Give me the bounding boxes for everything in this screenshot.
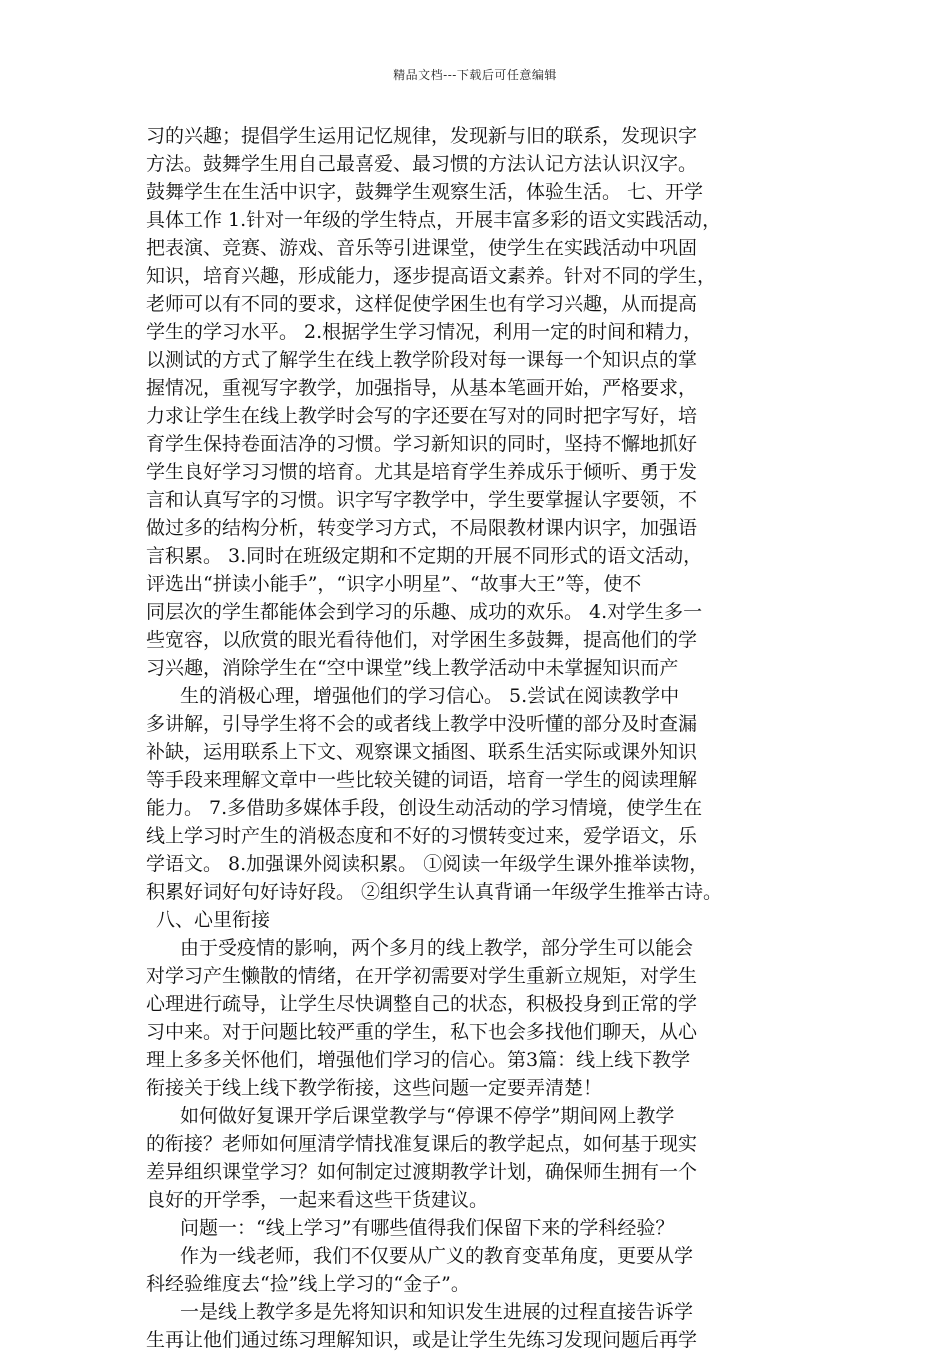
text-line: 对学习产生懒散的情绪，在开学初需要对学生重新立规矩，对学生 [146,965,698,987]
text-line: 学语文。 8.加强课外阅读积累。 ①阅读一年级学生课外推举读物， [146,853,709,875]
text-line: 线上学习时产生的消极态度和不好的习惯转变过来，爱学语文，乐 [146,825,698,847]
text-line: 能力。 7.多借助多媒体手段，创设生动活动的学习情境，使学生在 [146,797,703,819]
text-line: 学生良好学习习惯的培育。尤其是培育学生养成乐于倾听、勇于发 [146,461,698,483]
text-line: 言和认真写字的习惯。识字写字教学中，学生要掌握认字要领，不 [146,489,698,511]
section-heading: 八、心里衔接 [156,909,271,931]
text-line: 把表演、竞赛、游戏、音乐等引进课堂，使学生在实践活动中巩固 [146,237,698,259]
text-line: 习的兴趣；提倡学生运用记忆规律，发现新与旧的联系，发现识字 [146,125,698,147]
text-line: 由于受疫情的影响，两个多月的线上教学，部分学生可以能会 [180,937,694,959]
text-line: 补缺，运用联系上下文、观察课文插图、联系生活实际或课外知识 [146,741,698,763]
text-line: 的衔接？老师如何厘清学情找准复课后的教学起点，如何基于现实 [146,1133,698,1155]
text-line: 问题一：“线上学习”有哪些值得我们保留下来的学科经验？ [180,1217,675,1239]
text-line: 力求让学生在线上教学时会写的字还要在写对的同时把字写好，培 [146,405,698,427]
text-line: 理上多多关怀他们，增强他们学习的信心。第3篇：线上线下教学 [146,1049,691,1071]
text-line: 方法。鼓舞学生用自己最喜爱、最习惯的方法认记方法认识汉字。 [146,153,698,175]
text-line: 育学生保持卷面洁净的习惯。学习新知识的同时，坚持不懈地抓好 [146,433,698,455]
text-line: 如何做好复课开学后课堂教学与“停课不停学”期间网上教学 [180,1105,675,1127]
text-line: 科经验维度去“捡”线上学习的“金子”。 [146,1273,470,1295]
text-line: 以测试的方式了解学生在线上教学阶段对每一课每一个知识点的掌 [146,349,698,371]
text-line: 言积累。 3.同时在班级定期和不定期的开展不同形式的语文活动， [146,545,703,567]
text-line: 具体工作 1.针对一年级的学生特点，开展丰富多彩的语文实践活动， [146,209,722,231]
text-line: 作为一线老师，我们不仅要从广义的教育变革角度，更要从学 [180,1245,694,1267]
text-line: 评选出“拼读小能手”，“识字小明星”、“故事大王”等，使不 [146,573,642,595]
text-line: 些宽容，以欣赏的眼光看待他们，对学困生多鼓舞，提高他们的学 [146,629,698,651]
text-line: 多讲解，引导学生将不会的或者线上教学中没听懂的部分及时查漏 [146,713,698,735]
text-line: 衔接关于线上线下教学衔接，这些问题一定要弄清楚！ [146,1077,603,1099]
text-line: 知识，培育兴趣，形成能力，逐步提高语文素养。针对不同的学生， [146,265,717,287]
text-line: 习中来。对于问题比较严重的学生，私下也会多找他们聊天，从心 [146,1021,698,1043]
text-line: 鼓舞学生在生活中识字，鼓舞学生观察生活，体验生活。 七、开学 [146,181,704,203]
text-line: 一是线上教学多是先将知识和知识发生进展的过程直接告诉学 [180,1301,694,1323]
text-line: 等手段来理解文章中一些比较关键的词语，培育一学生的阅读理解 [146,769,698,791]
page-header: 精品文档---下载后可任意编辑 [393,68,557,82]
text-line: 握情况，重视写字教学，加强指导，从基本笔画开始，严格要求， [146,377,698,399]
text-line: 积累好词好句好诗好段。 ②组织学生认真背诵一年级学生推举古诗。 [146,881,723,903]
text-line: 心理进行疏导，让学生尽快调整自己的状态，积极投身到正常的学 [146,993,698,1015]
document-body [146,122,818,1354]
text-line: 生再让他们通过练习理解知识，或是让学生先练习发现问题后再学 [146,1329,698,1351]
text-line: 生的消极心理，增强他们的学习信心。 5.尝试在阅读教学中 [180,685,680,707]
text-line: 差异组织课堂学习？如何制定过渡期教学计划，确保师生拥有一个 [146,1161,698,1183]
text-line: 老师可以有不同的要求，这样促使学困生也有学习兴趣，从而提高 [146,293,698,315]
text-line: 习兴趣，消除学生在“空中课堂”线上教学活动中未掌握知识而产 [146,657,679,679]
text-line: 学生的学习水平。 2.根据学生学习情况，利用一定的时间和精力， [146,321,703,343]
text-line: 做过多的结构分析，转变学习方式，不局限教材课内识字，加强语 [146,517,698,539]
text-line: 同层次的学生都能体会到学习的乐趣、成功的欢乐。 4.对学生多一 [146,601,703,623]
text-line: 良好的开学季，一起来看这些干货建议。 [146,1189,489,1211]
